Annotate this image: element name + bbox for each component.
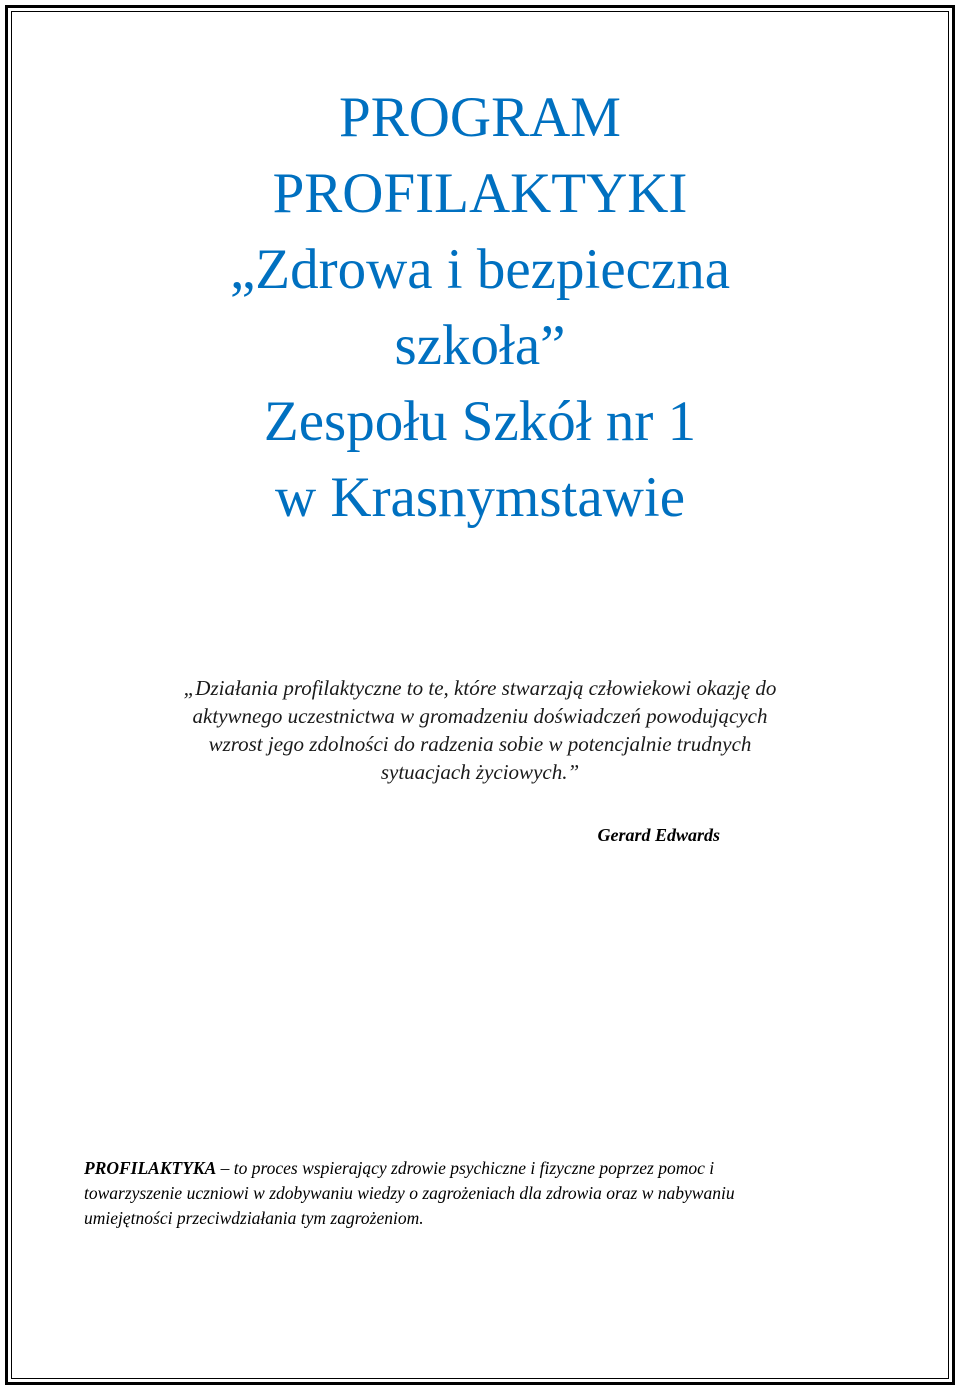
definition-line-3: umiejętności przeciwdziałania tym zagrożeniom. — [84, 1208, 424, 1228]
title-line-1: PROGRAM — [339, 86, 621, 149]
quote-line-1: „Działania profilaktyczne to te, które stwarzają człowiekowi okazję do — [183, 676, 777, 700]
title-line-2: PROFILAKTYKI — [272, 162, 688, 225]
title-line-3: „Zdrowa i bezpieczna — [229, 238, 731, 301]
definition-line-2: towarzyszenie uczniowi w zdobywaniu wiedzy o zagrożeniach dla zdrowia oraz w nabywaniu — [84, 1183, 735, 1203]
definition-line-1-text: – to proces wspierający zdrowie psychiczne i fizyczne poprzez pomoc i — [216, 1158, 715, 1178]
definition-term: PROFILAKTYKA — [84, 1158, 217, 1178]
quote-line-2: aktywnego uczestnictwa w gromadzeniu doświadczeń powodujących — [192, 704, 768, 728]
title-line-4: szkoła” — [394, 314, 566, 377]
definition-line-1 — [84, 1156, 884, 1181]
title-line-6: w Krasnymstawie — [275, 466, 685, 529]
document-title — [0, 80, 960, 536]
quote-line-3: wzrost jego zdolności do radzenia sobie w potencjalnie trudnych — [208, 732, 752, 756]
quote-line-4: sytuacjach życiowych.” — [380, 760, 580, 784]
quote-author: Gerard Edwards — [597, 825, 720, 845]
title-line-5: Zespołu Szkół nr 1 — [263, 390, 697, 453]
definition-paragraph — [84, 1156, 884, 1231]
epigraph-quote — [70, 674, 890, 786]
